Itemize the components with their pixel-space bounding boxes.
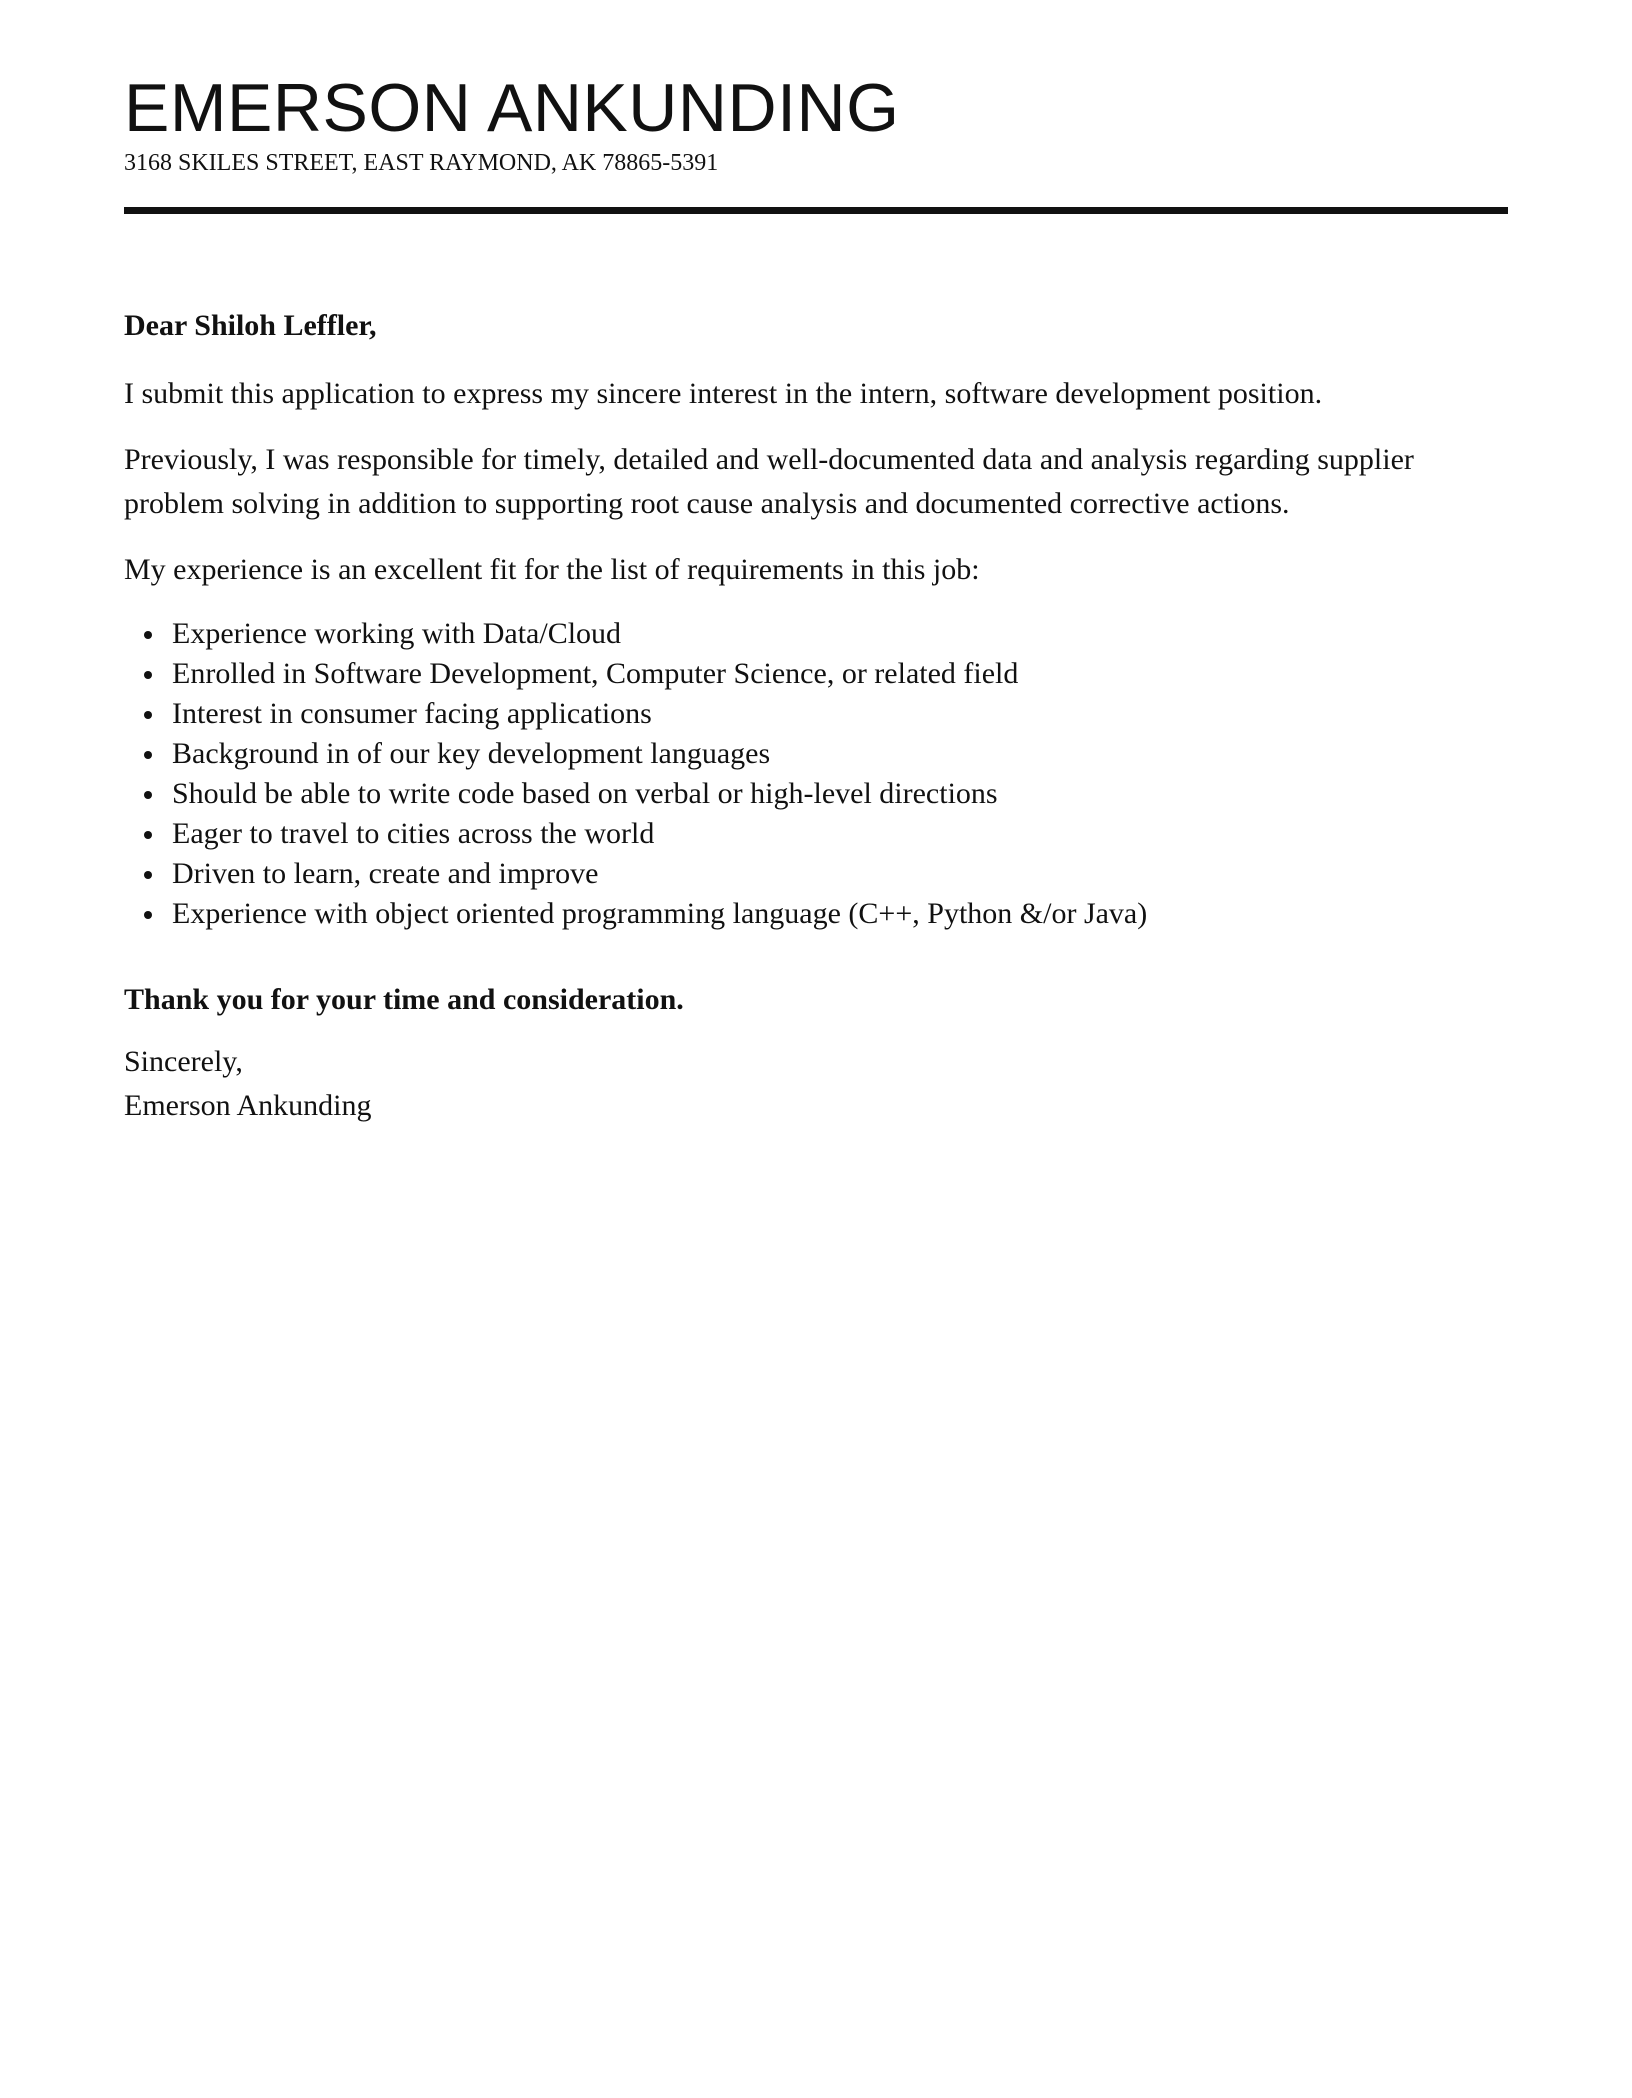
fit-lead-paragraph: My experience is an excellent fit for the list of requirements in this job: <box>124 553 980 586</box>
bullet-icon <box>144 871 152 879</box>
bullet-icon <box>144 631 152 639</box>
list-item <box>172 894 1508 934</box>
list-item-text: Experience with object oriented programming language (C++, Python &/or Java) <box>172 897 1148 930</box>
applicant-name: EMERSON ANKUNDING <box>124 70 900 146</box>
list-item-text: Enrolled in Software Development, Computer Science, or related field <box>172 657 1019 690</box>
list-item <box>172 614 1508 654</box>
bullet-icon <box>144 751 152 759</box>
bullet-icon <box>144 671 152 679</box>
list-item <box>172 854 1508 894</box>
bullet-icon <box>144 791 152 799</box>
list-item <box>172 654 1508 694</box>
list-item <box>172 734 1508 774</box>
requirements-list <box>124 614 1508 934</box>
list-item <box>172 694 1508 734</box>
closing-line: Thank you for your time and consideration. <box>124 983 684 1016</box>
letter-body <box>124 304 1508 1128</box>
applicant-address: 3168 SKILES STREET, EAST RAYMOND, AK 78865-5391 <box>124 150 719 176</box>
bullet-icon <box>144 911 152 919</box>
list-item-text: Experience working with Data/Cloud <box>172 617 622 650</box>
list-item-text: Should be able to write code based on verbal or high-level directions <box>172 777 998 810</box>
list-item-text: Eager to travel to cities across the world <box>172 817 655 850</box>
list-item <box>172 814 1508 854</box>
signature-name: Emerson Ankunding <box>124 1089 372 1122</box>
salutation: Dear Shiloh Leffler, <box>124 309 377 342</box>
list-item-text: Background in of our key development languages <box>172 737 771 770</box>
header-divider <box>124 207 1508 214</box>
intro-paragraph: I submit this application to express my sincere interest in the intern, software development position. <box>124 377 1323 410</box>
list-item-text: Interest in consumer facing applications <box>172 697 652 730</box>
list-item-text: Driven to learn, create and improve <box>172 857 599 890</box>
list-item <box>172 774 1508 814</box>
experience-paragraph: Previously, I was responsible for timely, detailed and well-documented data and analysis regarding supplier problem solving in addition to supporting root cause analysis and documented corrective actions. <box>124 443 1414 520</box>
bullet-icon <box>144 711 152 719</box>
bullet-icon <box>144 831 152 839</box>
signoff: Sincerely, <box>124 1045 243 1078</box>
